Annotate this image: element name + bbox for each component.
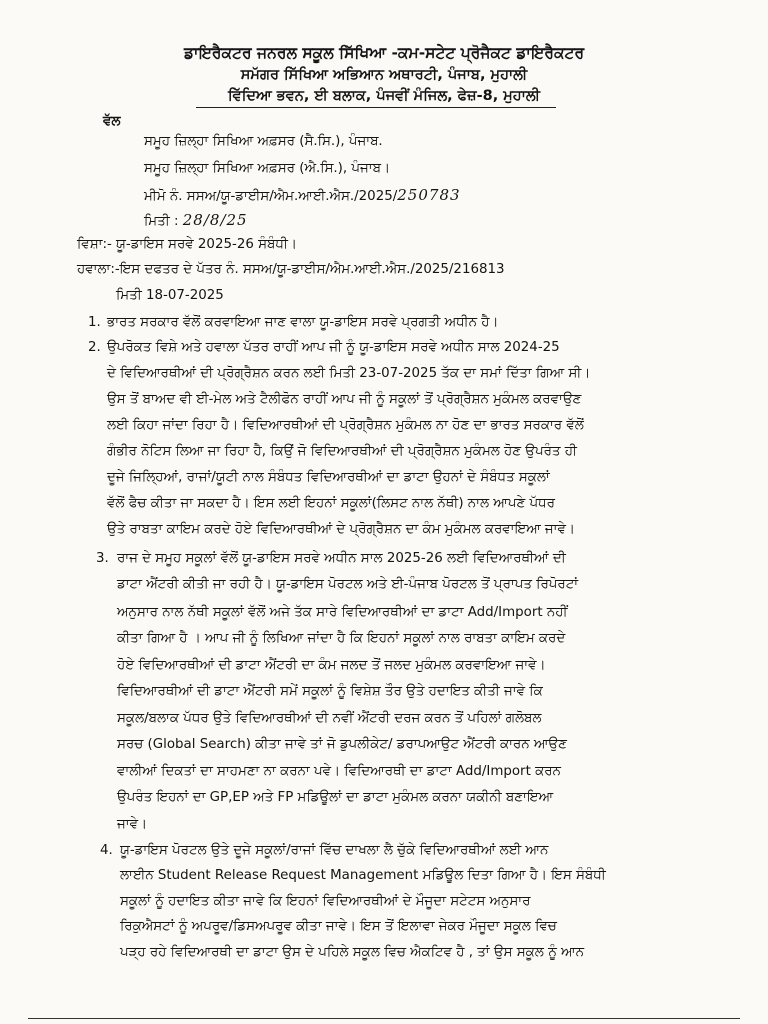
paragraph-line: ਉਤੇ ਰਾਬਤਾ ਕਾਇਮ ਕਰਦੇ ਹੋਏ ਵਿਦਿਆਰਥੀਆਂ ਦੇ ਪ੍ਰੋਗ੍ਰੈਸ਼ਨ ਦਾ ਕੰਮ ਮੁਕੰਮਲ ਕਰਵਾਇਆ ਜਾਵੇ।	[107, 522, 575, 537]
paragraph-line: ਭਾਰਤ ਸਰਕਾਰ ਵੱਲੋਂ ਕਰਵਾਇਆ ਜਾਣ ਵਾਲਾ ਯੂ-ਡਾਇਸ ਸਰਵੇ ਪ੍ਰਗਤੀ ਅਧੀਨ ਹੈ।	[107, 315, 499, 330]
point-number: 3.	[96, 551, 109, 566]
paragraph-line: ਗੰਭੀਰ ਨੋਟਿਸ ਲਿਆ ਜਾ ਰਿਹਾ ਹੈ, ਕਿਉਂ ਜੋ ਵਿਦਿਆਰਥੀਆਂ ਦੀ ਪ੍ਰੋਗ੍ਰੈਸ਼ਨ ਮੁਕੰਮਲ ਹੋਣ ਉਪਰੰਤ ਹੀ	[107, 444, 577, 459]
point-number: 1.	[88, 315, 101, 330]
point-number: 4.	[100, 843, 113, 858]
reference-line-2: ਮਿਤੀ 18-07-2025	[116, 288, 224, 303]
paragraph-line: ਪੜ੍ਹ ਰਹੇ ਵਿਦਿਆਰਥੀ ਦਾ ਡਾਟਾ ਉਸ ਦੇ ਪਹਿਲੇ ਸਕੂਲ ਵਿਚ ਐਕਟਿਵ ਹੈ , ਤਾਂ ਉਸ ਸਕੂਲ ਨੂੰ ਆਨ	[120, 945, 584, 960]
date-handwritten: 28/8/25	[182, 211, 248, 229]
letterhead-line-2: ਸਮੱਗਰ ਸਿੱਖਿਆ ਅਭਿਆਨ ਅਥਾਰਟੀ, ਪੰਜਾਬ, ਮੁਹਾਲੀ	[240, 67, 528, 83]
paragraph-line: ਸਰਚ (Global Search) ਕੀਤਾ ਜਾਵੇ ਤਾਂ ਜੋ ਡੁਪਲੀਕੇਟ/ ਡਰਾਪਆਉਟ ਐਂਟਰੀ ਕਾਰਨ ਆਉਣ	[117, 737, 567, 752]
paragraph-line: ਵਾਲੀਆਂ ਦਿਕਤਾਂ ਦਾ ਸਾਹਮਣਾ ਨਾ ਕਰਨਾ ਪਵੇ। ਵਿਦਿਆਰਥੀ ਦਾ ਡਾਟਾ Add/Import ਕਰਨ	[117, 764, 561, 779]
date-line	[144, 211, 248, 231]
paragraph-line: ਅਨੁਸਾਰ ਨਾਲ ਨੱਥੀ ਸਕੂਲਾਂ ਵੱਲੋਂ ਅਜੇ ਤੱਕ ਸਾਰੇ ਵਿਦਿਆਰਥੀਆਂ ਦਾ ਡਾਟਾ Add/Import ਨਹੀਂ	[117, 605, 568, 620]
letterhead-underline	[196, 107, 556, 108]
paragraph-line: ਰਾਜ ਦੇ ਸਮੂਹ ਸਕੂਲਾਂ ਵੱਲੋਂ ਯੂ-ਡਾਇਸ ਸਰਵੇ ਅਧੀਨ ਸਾਲ 2025-26 ਲਈ ਵਿਦਿਆਰਥੀਆਂ ਦੀ	[117, 551, 566, 566]
page-bottom-rule	[28, 1018, 740, 1019]
paragraph-line: ਜਾਵੇ।	[117, 817, 147, 832]
subject-line: ਵਿਸ਼ਾ:- ਯੂ-ਡਾਇਸ ਸਰਵੇ 2025-26 ਸੰਬੰਧੀ।	[77, 237, 297, 252]
reference-line-1: ਹਵਾਲਾ:-ਇਸ ਦਫਤਰ ਦੇ ਪੱਤਰ ਨੰ. ਸਸਅ/ਯੂ-ਡਾਈਸ/ਐਮ.ਆਈ.ਐਸ./2025/216813	[77, 262, 505, 277]
recipient-1: ਸਮੂਹ ਜ਼ਿਲ੍ਹਾ ਸਿਖਿਆ ਅਫ਼ਸਰ (ਸੈ.ਸਿ.), ਪੰਜਾਬ.	[144, 134, 383, 149]
paragraph-line: ਉਸ ਤੋਂ ਬਾਅਦ ਵੀ ਈ-ਮੇਲ ਅਤੇ ਟੈਲੀਫੋਨ ਰਾਹੀਂ ਆਪ ਜੀ ਨੂੰ ਸਕੂਲਾਂ ਤੋਂ ਪ੍ਰੋਗ੍ਰੈਸ਼ਨ ਮੁਕੰਮਲ ਕਰਵਾਉਣ	[107, 392, 582, 407]
memo-line	[144, 186, 461, 206]
paragraph-line: ਹੋਏ ਵਿਦਿਆਰਥੀਆਂ ਦੀ ਡਾਟਾ ਐਂਟਰੀ ਦਾ ਕੰਮ ਜਲਦ ਤੋਂ ਜਲਦ ਮੁਕੰਮਲ ਕਰਵਾਇਆ ਜਾਵੇ।	[117, 658, 546, 673]
paragraph-line: ਕੀਤਾ ਗਿਆ ਹੈ । ਆਪ ਜੀ ਨੂੰ ਲਿਖਿਆ ਜਾਂਦਾ ਹੈ ਕਿ ਇਹਨਾਂ ਸਕੂਲਾਂ ਨਾਲ ਰਾਬਤਾ ਕਾਇਮ ਕਰਦੇ	[117, 631, 566, 646]
paragraph-line: ਵੱਲੋਂ ਫੈਚ ਕੀਤਾ ਜਾ ਸਕਦਾ ਹੈ। ਇਸ ਲਈ ਇਹਨਾਂ ਸਕੂਲਾਂ(ਲਿਸਟ ਨਾਲ ਨੱਥੀ) ਨਾਲ ਆਪਣੇ ਪੱਧਰ	[107, 496, 555, 511]
paragraph-line: ਸਕੂਲ/ਬਲਾਕ ਪੱਧਰ ਉਤੇ ਵਿਦਿਆਰਥੀਆਂ ਦੀ ਨਵੀਂ ਐਂਟਰੀ ਦਰਜ ਕਰਨ ਤੋਂ ਪਹਿਲਾਂ ਗਲੋਬਲ	[117, 711, 542, 726]
paragraph-line: ਯੂ-ਡਾਇਸ ਪੋਰਟਲ ਉਤੇ ਦੂਜੇ ਸਕੂਲਾਂ/ਰਾਜਾਂ ਵਿੱਚ ਦਾਖਲਾ ਲੈ ਚੁੱਕੇ ਵਿਦਿਆਰਥੀਆਂ ਲਈ ਆਨ	[120, 843, 549, 858]
point-number: 2.	[88, 340, 101, 355]
memo-prefix: ਮੀਮੋ ਨੰ. ਸਸਅ/ਯੂ-ਡਾਈਸ/ਐਮ.ਆਈ.ਐਸ./2025/	[144, 189, 398, 204]
paragraph-line: ਦੇ ਵਿਦਿਆਰਥੀਆਂ ਦੀ ਪ੍ਰੋਗ੍ਰੈਸ਼ਨ ਕਰਨ ਲਈ ਮਿਤੀ 23-07-2025 ਤੱਕ ਦਾ ਸਮਾਂ ਦਿੱਤਾ ਗਿਆ ਸੀ।	[107, 366, 591, 381]
date-prefix: ਮਿਤੀ :	[144, 214, 179, 229]
paragraph-line: ਦੂਜੇ ਜਿਲ੍ਹਿਆਂ, ਰਾਜਾਂ/ਯੂਟੀ ਨਾਲ ਸੰਬੰਧਤ ਵਿਦਿਆਰਥੀਆਂ ਦਾ ਡਾਟਾ ਉਹਨਾਂ ਦੇ ਸੰਬੰਧਤ ਸਕੂਲਾਂ	[107, 470, 550, 485]
paragraph-line: ਲਾਈਨ Student Release Request Management ਮਡਿਊਲ ਦਿਤਾ ਗਿਆ ਹੈ। ਇਸ ਸੰਬੰਧੀ	[120, 868, 606, 883]
paragraph-line: ਉਪਰੰਤ ਇਹਨਾਂ ਦਾ GP,EP ਅਤੇ FP ਮਡਿਊਲਾਂ ਦਾ ਡਾਟਾ ਮੁਕੰਮਲ ਕਰਨਾ ਯਕੀਨੀ ਬਣਾਇਆ	[117, 790, 554, 805]
letterhead-line-3: ਵਿੱਦਿਆ ਭਵਨ, ਈ ਬਲਾਕ, ਪੰਜਵੀਂ ਮੰਜਿਲ, ਫੇਜ਼-8, ਮੁਹਾਲੀ	[227, 88, 541, 104]
paragraph-line: ਲਈ ਕਿਹਾ ਜਾਂਦਾ ਰਿਹਾ ਹੈ। ਵਿਦਿਆਰਥੀਆਂ ਦੀ ਪ੍ਰੋਗ੍ਰੈਸ਼ਨ ਮੁਕੰਮਲ ਨਾ ਹੋਣ ਦਾ ਭਾਰਤ ਸਰਕਾਰ ਵੱਲੋਂ	[107, 418, 584, 433]
memo-number-handwritten: 250783	[397, 186, 461, 204]
recipient-2: ਸਮੂਹ ਜ਼ਿਲ੍ਹਾ ਸਿਖਿਆ ਅਫ਼ਸਰ (ਐ.ਸਿ.), ਪੰਜਾਬ।	[144, 161, 391, 176]
paragraph-line: ਉਪਰੋਕਤ ਵਿਸ਼ੇ ਅਤੇ ਹਵਾਲਾ ਪੱਤਰ ਰਾਹੀਂ ਆਪ ਜੀ ਨੂੰ ਯੂ-ਡਾਇਸ ਸਰਵੇ ਅਧੀਨ ਸਾਲ 2024-25	[107, 340, 560, 355]
paragraph-line: ਰਿਕੁਐਸਟਾਂ ਨੂੰ ਅਪਰੂਵ/ਡਿਸਅਪਰੂਵ ਕੀਤਾ ਜਾਵੇ। ਇਸ ਤੋਂ ਇਲਾਵਾ ਜੇਕਰ ਮੌਜੂਦਾ ਸਕੂਲ ਵਿਚ	[120, 919, 557, 934]
letterhead-line-1: ਡਾਇਰੈਕਟਰ ਜਨਰਲ ਸਕੂਲ ਸਿੱਖਿਆ -ਕਮ-ਸਟੇਟ ਪ੍ਰੋਜੈਕਟ ਡਾਇਰੈਕਟਰ	[183, 44, 585, 62]
paragraph-line: ਵਿਦਿਆਰਥੀਆਂ ਦੀ ਡਾਟਾ ਐਂਟਰੀ ਸਮੇਂ ਸਕੂਲਾਂ ਨੂੰ ਵਿਸ਼ੇਸ਼ ਤੌਰ ਉਤੇ ਹਦਾਇਤ ਕੀਤੀ ਜਾਵੇ ਕਿ	[117, 684, 543, 699]
paragraph-line: ਡਾਟਾ ਐਂਟਰੀ ਕੀਤੀ ਜਾ ਰਹੀ ਹੈ। ਯੂ-ਡਾਇਸ ਪੋਰਟਲ ਅਤੇ ਈ-ਪੰਜਾਬ ਪੋਰਟਲ ਤੋਂ ਪ੍ਰਾਪਤ ਰਿਪੋਰਟਾਂ	[117, 577, 579, 592]
to-label: ਵੱਲ	[103, 114, 121, 129]
paragraph-line: ਸਕੂਲਾਂ ਨੂੰ ਹਦਾਇਤ ਕੀਤਾ ਜਾਵੇ ਕਿ ਇਹਨਾਂ ਵਿਦਿਆਰਥੀਆਂ ਦੇ ਮੌਜੂਦਾ ਸਟੇਟਸ ਅਨੁਸਾਰ	[120, 894, 531, 909]
